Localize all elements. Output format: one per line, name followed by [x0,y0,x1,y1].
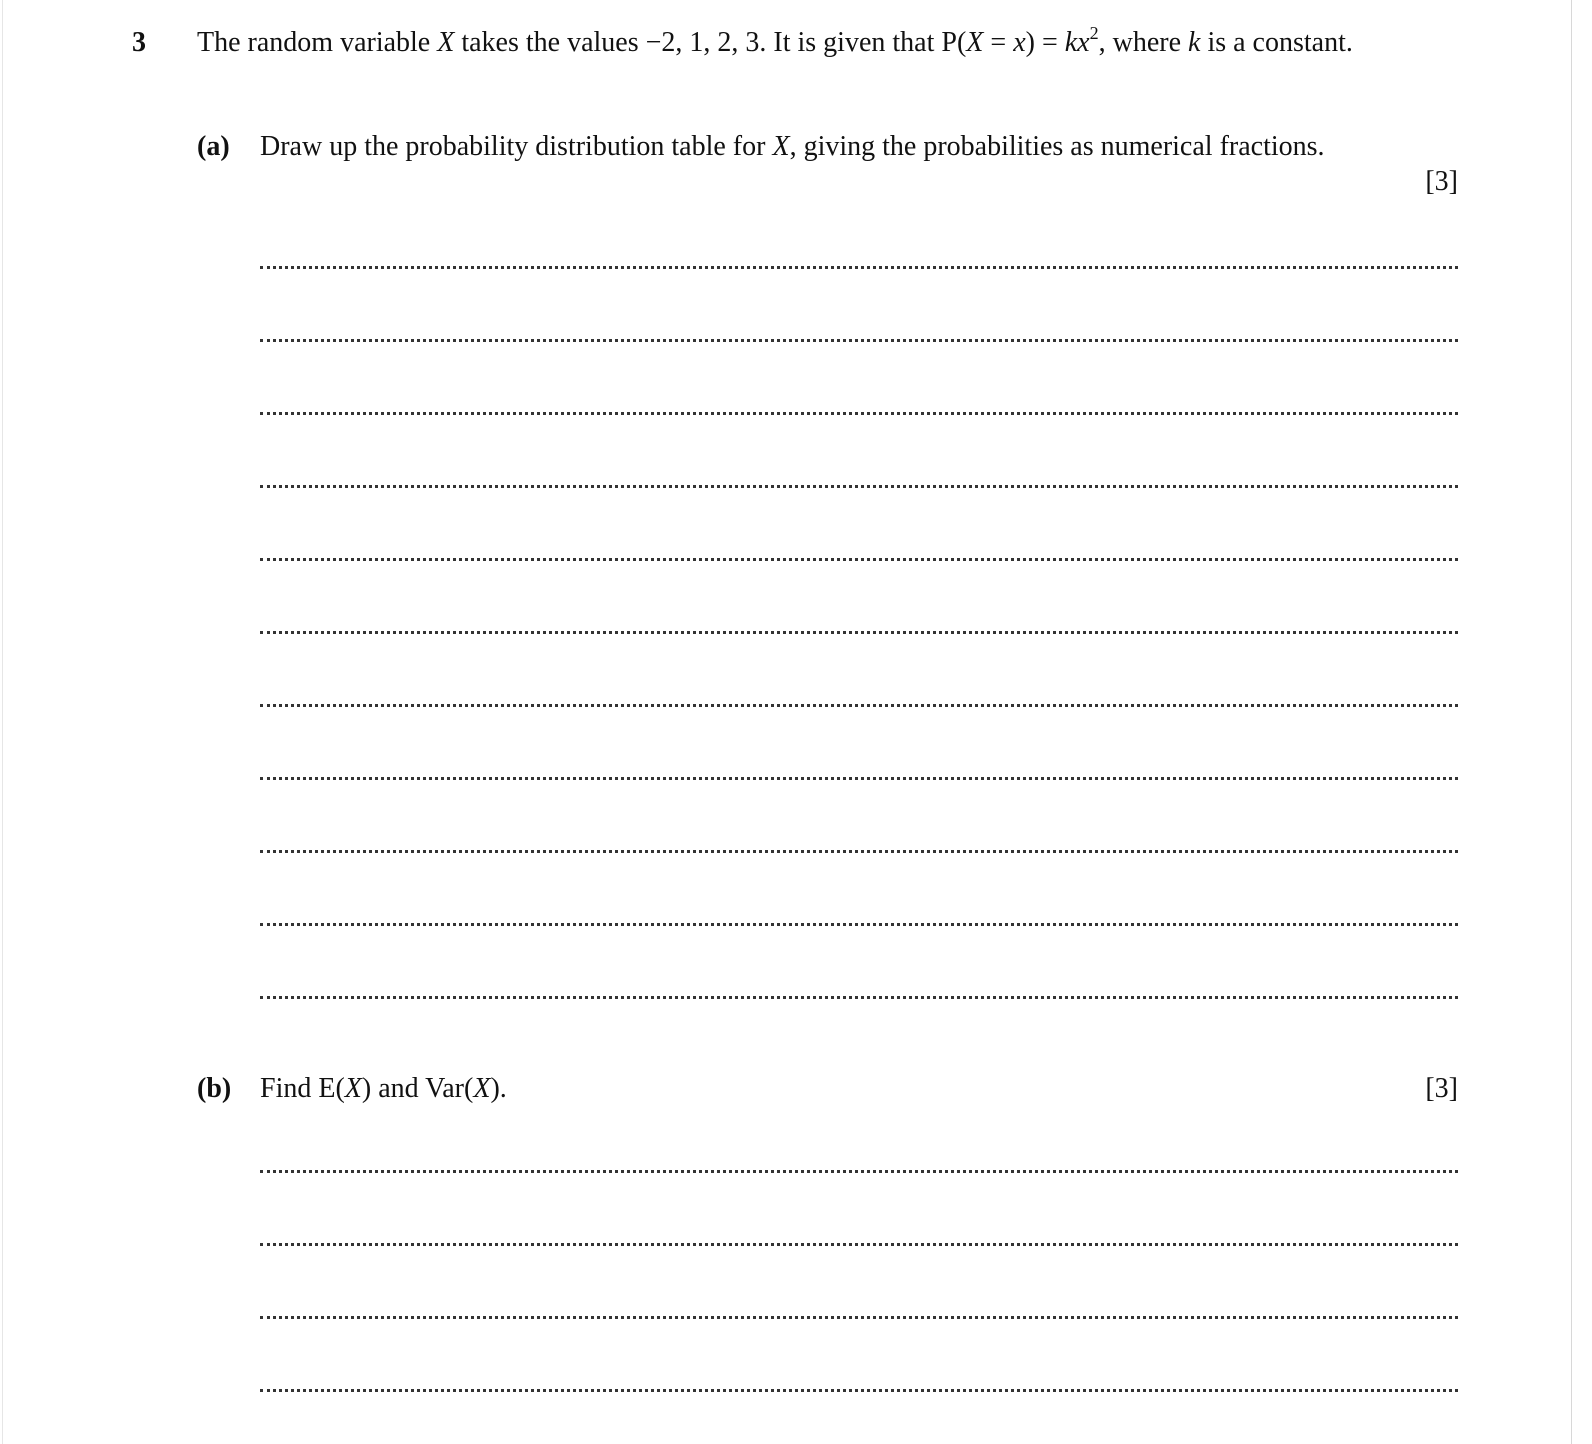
equals-sign: = [983,27,1014,58]
page-left-edge [2,0,3,1444]
equals-sign: ) = [1025,27,1065,58]
answer-line[interactable] [260,558,1458,561]
constant-k: k [1188,27,1201,58]
page-right-edge [1571,0,1572,1444]
part-a-text-end: , giving the probabilities as numerical fractions. [789,131,1325,162]
variable-x: X [966,27,984,58]
answer-line[interactable] [260,704,1458,707]
answer-line[interactable] [260,996,1458,999]
answer-line[interactable] [260,631,1458,634]
variable-x: X [772,131,790,162]
stem-values: takes the values −2, 1, 2, 3. It is given that P( [454,27,967,58]
answer-line[interactable] [260,1389,1458,1392]
answer-line[interactable] [260,1243,1458,1246]
term-kx: kx [1064,27,1090,58]
stem-intro: The random variable [197,27,438,58]
answer-line[interactable] [260,266,1458,269]
answer-line[interactable] [260,777,1458,780]
variable-x: X [473,1073,491,1104]
part-b-text-mid: ) and Var( [361,1073,474,1104]
answer-line[interactable] [260,1170,1458,1173]
part-a-text-start: Draw up the probability distribution table for [260,131,773,162]
answer-line[interactable] [260,485,1458,488]
part-b-text-start: Find E( [260,1073,345,1104]
part-a-text [260,130,1325,164]
part-a-label: (a) [197,131,230,162]
exponent: 2 [1089,23,1099,43]
variable-lower-x: x [1013,27,1026,58]
stem-end: is a constant. [1200,27,1353,58]
part-b-label: (b) [197,1073,232,1104]
answer-line[interactable] [260,1316,1458,1319]
part-a-marks: [3] [1425,166,1458,197]
part-b-text [260,1072,507,1106]
answer-line[interactable] [260,339,1458,342]
part-b-text-end: ). [490,1073,507,1104]
answer-line[interactable] [260,923,1458,926]
answer-line[interactable] [260,412,1458,415]
variable-x: X [344,1073,362,1104]
part-b-marks: [3] [1425,1073,1458,1104]
stem-where: , where [1098,27,1189,58]
answer-line[interactable] [260,850,1458,853]
variable-x: X [437,27,455,58]
question-stem [197,23,1459,60]
question-number: 3 [132,27,146,58]
